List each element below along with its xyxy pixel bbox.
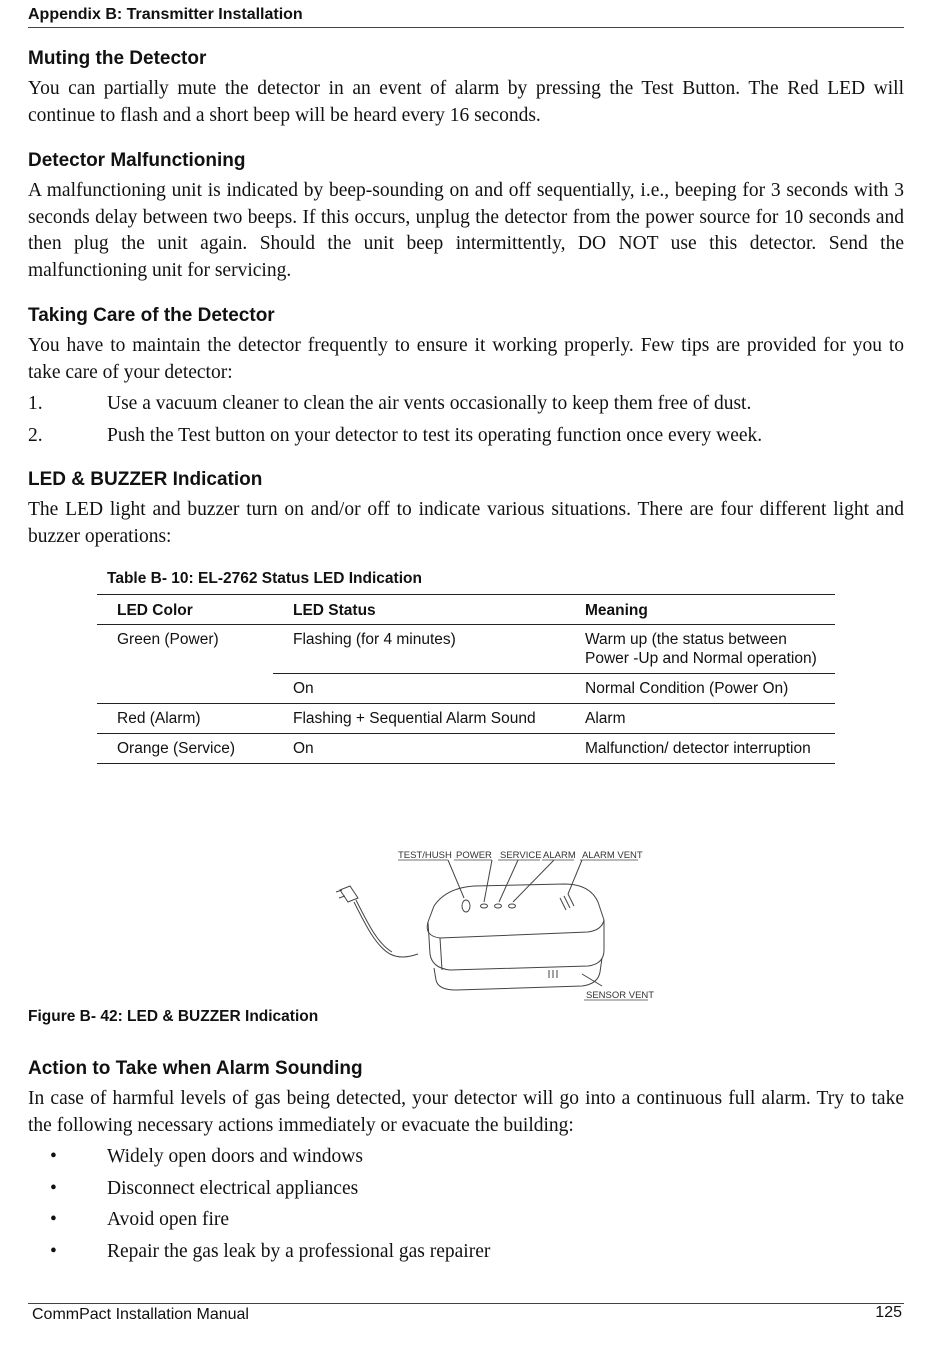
table-cell-color: Green (Power) xyxy=(97,625,273,704)
list-marker: 2. xyxy=(28,424,43,446)
list-item xyxy=(28,1144,904,1176)
section-title-led: LED & BUZZER Indication xyxy=(28,469,263,490)
list-item-text: Avoid open fire xyxy=(107,1209,230,1230)
gas-detector-illustration xyxy=(306,846,655,1006)
list-item-text: Use a vacuum cleaner to clean the air vents occasionally to keep them free of dust. xyxy=(107,393,752,414)
table-row xyxy=(97,734,835,764)
list-item xyxy=(28,1176,904,1208)
list-item-text: Push the Test button on your detector to test its operating function once every week. xyxy=(107,424,763,446)
table-cell-status: Flashing + Sequential Alarm Sound xyxy=(273,704,565,734)
figure-label-power: POWER xyxy=(456,850,492,861)
table-cell-status: Flashing (for 4 minutes) xyxy=(273,625,565,674)
list-item xyxy=(28,1239,904,1271)
list-item-text: Disconnect electrical appliances xyxy=(107,1177,359,1199)
care-tips-list xyxy=(28,391,904,454)
footer-manual-title: CommPact Installation Manual xyxy=(32,1306,249,1323)
table-cell-status: On xyxy=(273,674,565,704)
section-body-care: You have to maintain the detector frequently to ensure it working properly. Few tips are provided for you to take care of your detector: xyxy=(28,335,904,383)
status-led-table xyxy=(97,594,835,764)
list-item-text: Repair the gas leak by a professional gas repairer xyxy=(107,1240,491,1262)
list-item xyxy=(28,423,904,455)
list-item-text: Widely open doors and windows xyxy=(107,1146,363,1167)
alarm-actions-list xyxy=(28,1144,904,1270)
table-cell-status: On xyxy=(273,734,565,764)
bullet-marker: • xyxy=(50,1177,57,1199)
section-title-alarm: Action to Take when Alarm Sounding xyxy=(28,1058,363,1079)
list-marker: 1. xyxy=(28,393,43,414)
page-number: 125 xyxy=(875,1304,902,1321)
table-cell-color: Orange (Service) xyxy=(97,734,273,764)
figure-label-alarm-vent: ALARM VENT xyxy=(582,850,643,861)
running-header: Appendix B: Transmitter Installation xyxy=(28,6,904,28)
section-body-malfunction: A malfunctioning unit is indicated by beep-sounding on and off sequentially, i.e., beeping for 3 seconds with 3 seconds delay between two beeps. If this occurs, unplug the detector from the power source for 10 seconds and then plug the unit again. Should the unit beep intermittently, DO NOT use this detector. Send the malfunctioning unit for servicing. xyxy=(28,180,904,281)
table-cell-meaning: Normal Condition (Power On) xyxy=(565,674,835,704)
table-row xyxy=(97,704,835,734)
figure-label-sensor-vent: SENSOR VENT xyxy=(586,990,655,1001)
section-title-care: Taking Care of the Detector xyxy=(28,305,275,326)
figure-label-test-hush: TEST/HUSH xyxy=(398,850,452,861)
bullet-marker: • xyxy=(50,1146,57,1167)
table-caption: Table B- 10: EL-2762 Status LED Indication xyxy=(107,570,422,587)
section-body-muting: You can partially mute the detector in an event of alarm by pressing the Test Button. The Red LED will continue to flash and a short beep will be heard every 16 seconds. xyxy=(28,78,904,126)
column-header-led-status: LED Status xyxy=(273,595,565,625)
table-cell-meaning: Malfunction/ detector interruption xyxy=(565,734,835,764)
section-body-alarm: In case of harmful levels of gas being detected, your detector will go into a continuous full alarm. Try to take the following necessary actions immediately or evacuate the building: xyxy=(28,1088,904,1136)
figure-caption: Figure B- 42: LED & BUZZER Indication xyxy=(28,1008,319,1025)
table-cell-meaning: Alarm xyxy=(565,704,835,734)
column-header-meaning: Meaning xyxy=(565,595,835,625)
figure-label-alarm: ALARM xyxy=(543,850,576,861)
table-cell-meaning: Warm up (the status between Power -Up and Normal operation) xyxy=(565,625,835,674)
figure-label-service: SERVICE xyxy=(500,850,542,861)
table-header-row xyxy=(97,595,835,625)
bullet-marker: • xyxy=(50,1240,57,1262)
page-footer xyxy=(28,1303,904,1323)
detector-figure xyxy=(306,846,655,1006)
table-row xyxy=(97,625,835,674)
list-item xyxy=(28,391,904,423)
section-body-led: The LED light and buzzer turn on and/or off to indicate various situations. There are four different light and buzzer operations: xyxy=(28,499,904,547)
bullet-marker: • xyxy=(50,1209,57,1230)
section-title-muting: Muting the Detector xyxy=(28,48,207,69)
list-item xyxy=(28,1207,904,1239)
column-header-led-color: LED Color xyxy=(97,595,273,625)
table-cell-color: Red (Alarm) xyxy=(97,704,273,734)
section-title-malfunction: Detector Malfunctioning xyxy=(28,150,246,171)
